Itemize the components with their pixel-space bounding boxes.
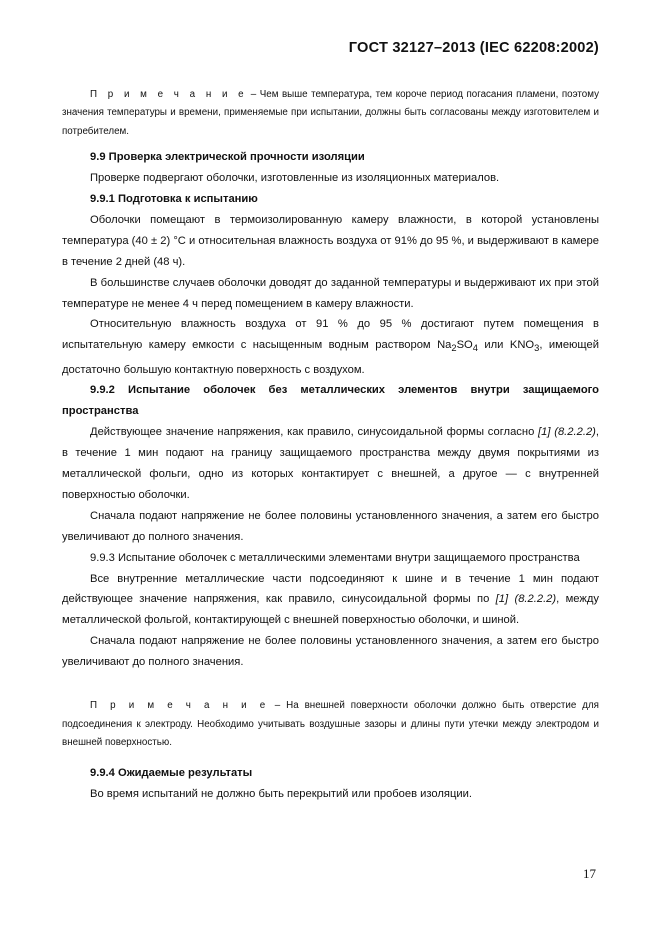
s993-p1-part-a: Все внутренние металлические части подсоединяют к шине и в течение 1 мин подают действующее значение напряжения, как правило, синусоидальной формы по [62,572,599,606]
note-2-text: – На внешней поверхности оболочки должно быть отверстие для подсоединения к электроду. Необходимо учитывать воздушные зазоры и длины пути утечки между электродом и внешней поверхностью. [62,700,599,748]
section-9-9-2-heading: 9.9.2 Испытание оболочек без металлических элементов внутри защищаемого пространства [62,384,599,418]
p3-part-d: , имеющей достаточно большую контактную поверхность с воздухом. [62,339,599,376]
section-9-9-1-paragraph-3 [62,314,599,380]
section-9-9-1-paragraph-1: Оболочки помещают в термоизолированную камеру влажности, в которой установлены температура (40 ± 2) °С и относительная влажность воздуха от 91% до 95 %, и выдерживают в камере в течение 2 дней (48 ч). [62,213,599,268]
p3-part-a: Относительную влажность воздуха от 91 % до 95 % достигают путем помещения в испытательную камеру емкости с насыщенным водным раствором Na [62,318,599,352]
p3-subscript-2: 4 [472,343,478,354]
section-9-9-1-paragraph-2: В большинстве случаев оболочки доводят до заданной температуры и выдерживают их при этой температуре не менее 4 ч перед помещением в камеру влажности. [62,276,599,310]
s992-p1-part-a: Действующее значение напряжения, как правило, синусоидальной формы согласно [90,426,539,439]
note-2 [62,697,599,752]
section-9-9-3-heading: 9.9.3 Испытание оболочек с металлическими элементами внутри защищаемого пространства [90,551,580,564]
note-1-label: П р и м е ч а н и е [90,89,248,100]
page-number: 17 [583,866,596,881]
p3-part-c: или KNO [477,339,535,352]
note-1-text: – Чем выше температура, тем короче период погасания пламени, поэтому значения температуры и времени, применяемые при испытании, должны быть согласованы между изготовителем и потребителем. [62,89,599,137]
page-content [62,86,599,805]
section-9-9-2-paragraph-2: Сначала подают напряжение не более половины установленного значения, а затем его быстро увеличивают до полного значения. [62,509,599,543]
s992-p1-part-b: , в течение 1 мин подают на границу защищаемого пространства между двумя покрытиями из металлической фольги, одно из которых контактирует с внешней, а другое — с внутренней поверхностью оболочки. [62,426,599,501]
p3-part-b: SO [456,339,473,352]
section-9-9-text: Проверке подвергают оболочки, изготовленные из изоляционных материалов. [90,172,500,185]
section-9-9-4-text: Во время испытаний не должно быть перекрытий или пробоев изоляции. [90,788,473,801]
p3-subscript-3: 3 [534,343,540,354]
note-1 [62,86,599,141]
section-9-9-2-paragraph-1 [62,422,599,506]
s993-citation: [1] (8.2.2.2) [495,593,557,606]
s992-citation: [1] (8.2.2.2) [538,426,596,439]
document-code-header: ГОСТ 32127–2013 (IEC 62208:2002) [348,40,599,56]
section-9-9-heading: 9.9 Проверка электрической прочности изоляции [90,151,365,164]
section-9-9-1-heading: 9.9.1 Подготовка к испытанию [90,193,258,206]
note-2-label: П р и м е ч а н и е [90,700,269,712]
section-9-9-4-heading: 9.9.4 Ожидаемые результаты [90,767,253,780]
s993-p1-part-b: , между металлической фольгой, контактирующей с внешней поверхностью оболочки, и шиной. [62,593,599,627]
section-9-9-3-paragraph-2: Сначала подают напряжение не более половины установленного значения, а затем его быстро увеличивают до полного значения. [62,635,599,669]
p3-subscript-1: 2 [451,343,457,354]
section-9-9-3-paragraph-1 [62,569,599,632]
